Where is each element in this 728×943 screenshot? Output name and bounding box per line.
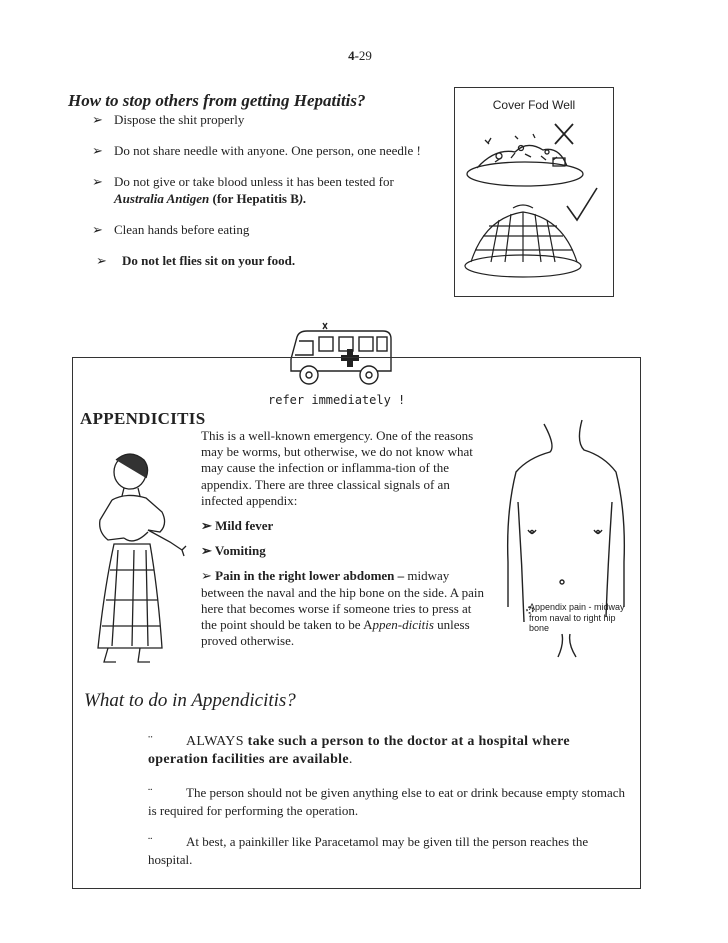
appendix-pain-label: Appendix pain - midway from naval to right hip bone bbox=[529, 602, 625, 634]
arrow-bullet-icon: ➢ bbox=[201, 543, 212, 559]
list-item bbox=[92, 221, 432, 238]
woman-in-pain-illustration bbox=[78, 450, 188, 665]
sign-text: Mild fever bbox=[215, 518, 274, 534]
arrow-bullet-icon: ➢ bbox=[92, 112, 103, 127]
step-painkiller bbox=[148, 833, 629, 869]
sign-vomiting bbox=[201, 543, 485, 559]
refer-caption: refer immediately ! bbox=[268, 393, 406, 407]
hepatitis-b-text: (for Hepatitis B bbox=[209, 191, 299, 206]
uncovered-plate-icon bbox=[467, 134, 583, 186]
list-item-end: ). bbox=[298, 191, 307, 206]
arrow-bullet-icon: ➢ bbox=[201, 568, 212, 584]
step-text-bold: take such a person to the doctor at a hospital where operation facilities are available bbox=[148, 734, 570, 767]
bullet-icon: ¨ bbox=[148, 834, 153, 849]
list-item-text: Do not share needle with anyone. One person, one needle ! bbox=[114, 143, 421, 158]
australia-antigen-text: Australia Antigen bbox=[114, 191, 210, 206]
hepatitis-list bbox=[92, 111, 432, 283]
pain-description-end: unless proved otherwise. bbox=[201, 617, 470, 649]
check-mark-icon bbox=[567, 188, 597, 220]
covered-plate-icon bbox=[465, 205, 581, 277]
sign-text: Pain in the right lower abdomen – bbox=[215, 568, 405, 584]
cover-food-box bbox=[454, 87, 614, 297]
pain-description: midway between the naval and the hip bone on the side. A pain here that becomes worse if someone tries to press at the point should be taken to be A bbox=[201, 568, 485, 633]
arrow-bullet-icon: ➢ bbox=[92, 222, 103, 237]
page-number-bold: 4- bbox=[348, 48, 359, 63]
sign-mild-fever bbox=[201, 518, 485, 534]
list-item bbox=[92, 173, 432, 207]
page-number-rest: 29 bbox=[358, 48, 372, 63]
bullet-icon: ¨ bbox=[148, 785, 153, 800]
appendicitis-intro: This is a well-known emergency. One of the reasons may be worms, but otherwise, we do not know what may cause the infection or inflamma-tion of the appendix. There are three classical signals of an infected appendix: bbox=[201, 428, 474, 508]
step-text: The person should not be given anything else to eat or drink because empty stomach is required for performing the operation. bbox=[148, 785, 625, 818]
step-text: At best, a painkiller like Paracetamol may be given till the person reaches the hospital. bbox=[148, 834, 589, 867]
sign-text: Vomiting bbox=[214, 543, 266, 559]
food-plates-illustration bbox=[455, 110, 613, 296]
pain-italic: ppen-dicitis bbox=[372, 617, 434, 633]
what-to-do-heading: What to do in Appendicitis? bbox=[84, 690, 296, 711]
cover-food-title: Cover Fod Well bbox=[492, 98, 576, 112]
arrow-bullet-icon: ➢ bbox=[92, 174, 103, 189]
list-item bbox=[92, 111, 432, 128]
step-text-end: . bbox=[348, 752, 353, 767]
cross-mark-icon bbox=[555, 124, 573, 144]
arrow-bullet-icon: ➢ bbox=[92, 143, 103, 158]
step-hospital bbox=[148, 733, 629, 769]
list-item bbox=[96, 252, 436, 269]
list-item-text: Do not let flies sit on your food. bbox=[122, 253, 296, 268]
list-item-text: Do not give or take blood unless it has been tested for bbox=[114, 174, 394, 189]
arrow-bullet-icon: ➢ bbox=[96, 253, 107, 268]
appendicitis-heading: APPENDICITIS bbox=[80, 409, 206, 428]
arrow-bullet-icon: ➢ bbox=[201, 518, 212, 534]
bullet-icon: ¨ bbox=[148, 734, 153, 749]
step-text-plain: ALWAYS bbox=[186, 734, 248, 749]
hepatitis-heading: How to stop others from getting Hepatitis? bbox=[68, 91, 366, 110]
list-item bbox=[92, 142, 432, 159]
appendicitis-description bbox=[201, 428, 485, 649]
page-number bbox=[330, 48, 390, 64]
list-item-text: Dispose the shit properly bbox=[114, 112, 245, 127]
sign-abdominal-pain bbox=[201, 568, 485, 649]
list-item-text: Clean hands before eating bbox=[114, 222, 250, 237]
step-no-food bbox=[148, 784, 629, 820]
